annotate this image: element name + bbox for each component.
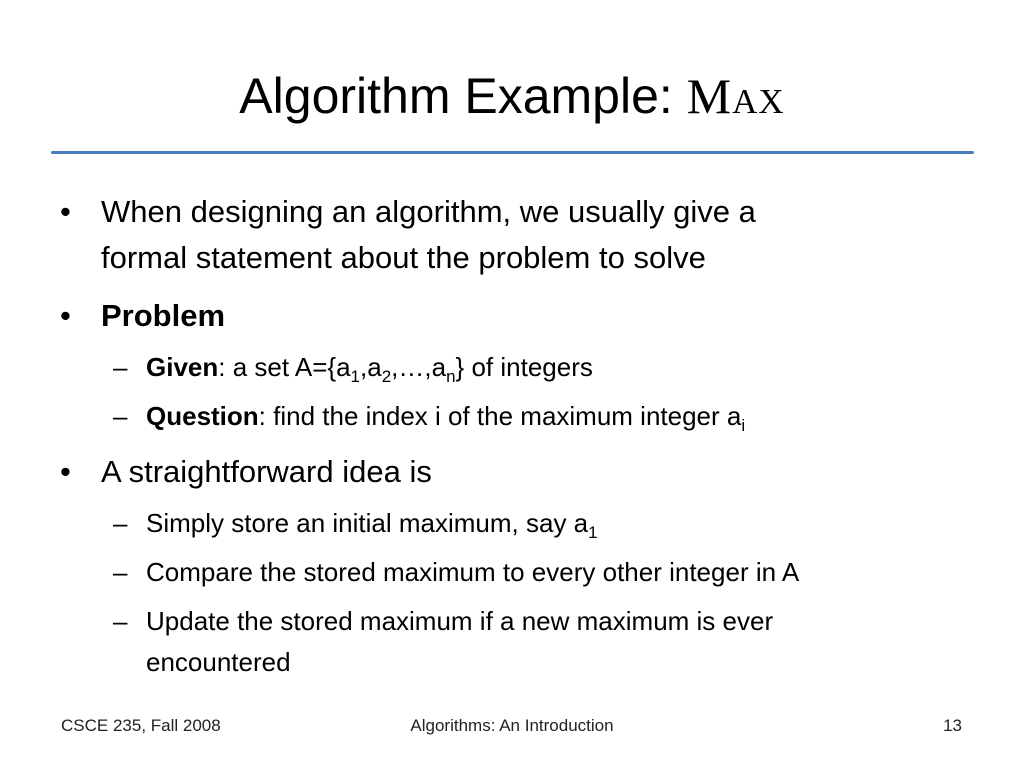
given-mid-2: ,…,a	[391, 352, 447, 382]
simply-store-body: Simply store an initial maximum, say a	[146, 508, 589, 538]
given-pre: : a set A={a	[218, 352, 351, 382]
footer-page-number: 13	[943, 716, 962, 735]
given-text	[146, 348, 593, 386]
update-text-line-2: encountered	[146, 647, 291, 677]
bullet-1-line-2: formal statement about the problem to solve	[101, 240, 706, 275]
given-label: Given	[146, 352, 219, 382]
given-post: } of integers	[455, 352, 593, 382]
dash-icon: –	[113, 606, 128, 636]
dash-icon: –	[113, 557, 128, 587]
dash-icon: –	[113, 508, 128, 538]
given-sub-1: 1	[350, 367, 360, 386]
question-text	[146, 397, 745, 435]
given-sub-2: 2	[381, 367, 392, 386]
simply-store-text	[146, 504, 598, 542]
bullet-2-problem: Problem	[101, 298, 226, 333]
bullet-1-line-1: When designing an algorithm, we usually give a	[101, 194, 756, 229]
dash-icon: –	[113, 401, 128, 431]
bullet-icon: •	[60, 298, 71, 333]
title-divider	[51, 151, 974, 154]
question-body: : find the index i of the maximum integer a	[258, 401, 742, 431]
dash-icon: –	[113, 352, 128, 382]
compare-text: Compare the stored maximum to every other integer in A	[146, 557, 800, 587]
simply-store-sub: 1	[588, 523, 598, 542]
question-sub-i: i	[741, 416, 746, 435]
slide-title-main: Algorithm Example:	[239, 68, 687, 124]
footer-title: Algorithms: An Introduction	[410, 716, 614, 735]
footer-course: CSCE 235, Fall 2008	[61, 716, 221, 735]
question-label: Question	[146, 401, 259, 431]
bullet-icon: •	[60, 194, 71, 229]
slide-title	[0, 58, 1024, 134]
update-text-line-1: Update the stored maximum if a new maximum is ever	[146, 606, 774, 636]
bullet-2-text	[101, 294, 225, 338]
given-mid-1: ,a	[360, 352, 382, 382]
bullet-icon: •	[60, 454, 71, 489]
bullet-3-text: A straightforward idea is	[101, 454, 432, 489]
given-sub-n: n	[446, 367, 456, 386]
slide-title-smallcaps: Max	[686, 68, 785, 124]
